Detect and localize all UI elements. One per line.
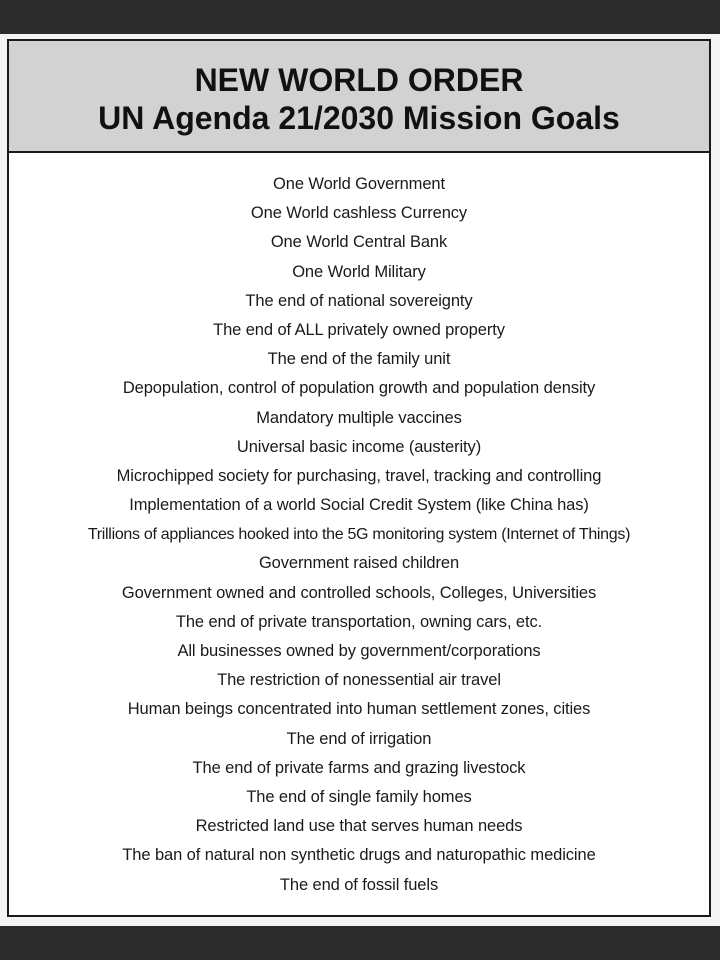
goal-item: Human beings concentrated into human settlement zones, cities <box>127 700 591 719</box>
bottom-dark-bar <box>0 926 720 960</box>
goal-item: The restriction of nonessential air travel <box>217 671 501 690</box>
goal-item: Trillions of appliances hooked into the 5G monitoring system (Internet of Things) <box>87 526 631 544</box>
goal-item: The ban of natural non synthetic drugs and naturopathic medicine <box>122 846 596 865</box>
goal-item: The end of ALL privately owned property <box>213 320 505 339</box>
title-line-2: UN Agenda 21/2030 Mission Goals <box>98 100 620 136</box>
title-header <box>9 41 709 153</box>
goal-item: The end of fossil fuels <box>279 875 439 894</box>
document-frame <box>7 39 711 917</box>
goal-item: Depopulation, control of population growth and population density <box>122 379 596 398</box>
goal-item: One World cashless Currency <box>250 204 468 223</box>
top-dark-bar <box>0 0 720 34</box>
goal-item: Mandatory multiple vaccines <box>256 408 462 427</box>
goal-item: Government raised children <box>258 554 460 573</box>
goal-item: The end of irrigation <box>286 729 432 748</box>
goal-item: The end of single family homes <box>246 787 472 806</box>
goals-list <box>9 170 709 900</box>
goal-item: Microchipped society for purchasing, travel, tracking and controlling <box>116 466 602 485</box>
goal-item: All businesses owned by government/corporations <box>177 642 541 660</box>
goal-item: The end of private farms and grazing livestock <box>192 758 526 777</box>
goal-item: Restricted land use that serves human needs <box>195 817 523 836</box>
goal-item: One World Central Bank <box>270 233 448 252</box>
goal-item: Government owned and controlled schools, Colleges, Universities <box>121 583 597 602</box>
goal-item: The end of national sovereignty <box>245 291 473 310</box>
goal-item: One World Government <box>273 175 445 193</box>
goal-item: The end of private transportation, owning cars, etc. <box>175 612 543 631</box>
title-line-1: NEW WORLD ORDER <box>194 62 524 98</box>
goal-item: Implementation of a world Social Credit System (like China has) <box>129 496 589 515</box>
goal-item: One World Military <box>292 262 426 281</box>
goal-item: Universal basic income (austerity) <box>236 437 482 456</box>
document-sheet <box>0 34 720 926</box>
goal-item: The end of the family unit <box>267 350 451 369</box>
